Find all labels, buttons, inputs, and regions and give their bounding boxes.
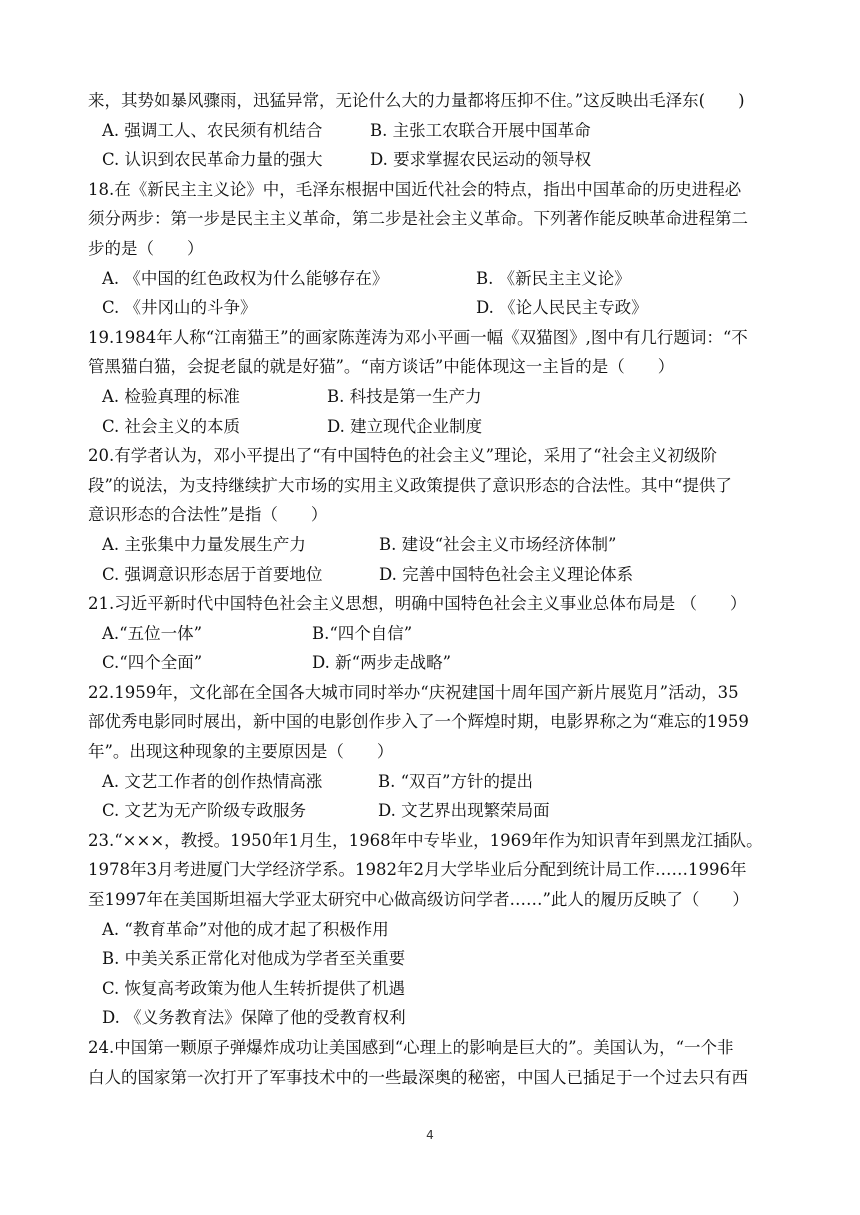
q17-options-row2 xyxy=(88,145,781,175)
q23-option-c[interactable]: C. 恢复高考政策为他人生转折提供了机遇 xyxy=(102,978,406,998)
q19-stem-line1: 19.1984年人称“江南猫王”的画家陈莲涛为邓小平画一幅《双猫图》,图中有几行题词：“不 xyxy=(88,327,748,347)
q21-options-row2 xyxy=(88,648,781,678)
q22-option-a[interactable]: A. 文艺工作者的创作热情高涨 xyxy=(102,771,323,791)
q17-option-c[interactable]: C. 认识到农民革命力量的强大 xyxy=(102,150,323,170)
q22-option-d[interactable]: D. 文艺界出现繁荣局面 xyxy=(378,801,550,821)
q20-option-b[interactable]: B. 建设“社会主义市场经济体制” xyxy=(379,534,617,554)
q19-stem-line2: 管黑猫白猫，会捉老鼠的就是好猫”。“南方谈话”中能体现这一主旨的是（ ） xyxy=(88,357,675,377)
q18-option-c[interactable]: C. 《井冈山的斗争》 xyxy=(102,298,257,318)
q23-stem-line3: 至1997年在美国斯坦福大学亚太研究中心做高级访问学者……”此人的履历反映了（ ） xyxy=(88,890,749,910)
q20-options-row2 xyxy=(88,560,781,590)
q22-stem-line1: 22.1959年，文化部在全国各大城市同时举办“庆祝建国十周年国产新片展览月”活动，35 xyxy=(88,682,739,702)
q17-stem-tail: 来，其势如暴风骤雨，迅猛异常，无论什么大的力量都将压抑不住。”这反映出毛泽东( ) xyxy=(88,91,745,110)
q20-option-a[interactable]: A. 主张集中力量发展生产力 xyxy=(102,534,306,554)
q19-options-row1 xyxy=(88,382,781,412)
q19-option-d[interactable]: D. 建立现代企业制度 xyxy=(327,416,483,436)
q18-option-d[interactable]: D. 《论人民民主专政》 xyxy=(476,298,648,318)
q17-options-row1 xyxy=(88,116,781,146)
q18-stem-line2: 须分两步：第一步是民主主义革命，第二步是社会主义革命。下列著作能反映革命进程第二 xyxy=(88,209,748,229)
q19-option-c[interactable]: C. 社会主义的本质 xyxy=(102,416,241,436)
q22-options-row2 xyxy=(88,796,781,826)
q19-option-b[interactable]: B. 科技是第一生产力 xyxy=(327,386,482,406)
q21-option-c[interactable]: C.“四个全面” xyxy=(102,653,203,673)
q23-stem-line1: 23.“×××，教授。1950年1月生，1968年中专毕业，1969年作为知识青年到黑龙江插队。 xyxy=(88,830,763,850)
q22-stem-line3: 年”。出现这种现象的主要原因是（ ） xyxy=(88,742,394,762)
q18-stem-line1: 18.在《新民主主义论》中，毛泽东根据中国近代社会的特点，指出中国革命的历史进程必 xyxy=(88,179,742,199)
q18-option-a[interactable]: A. 《中国的红色政权为什么能够存在》 xyxy=(102,268,389,288)
q20-stem-line3: 意识形态的合法性”是指（ ） xyxy=(88,505,328,525)
q20-option-d[interactable]: D. 完善中国特色社会主义理论体系 xyxy=(379,564,634,584)
q21-option-a[interactable]: A.“五位一体” xyxy=(102,623,203,643)
q18-options-row1 xyxy=(88,264,781,294)
q20-stem-line2: 段”的说法，为支持继续扩大市场的实用主义政策提供了意识形态的合法性。其中“提供了 xyxy=(88,475,732,495)
q19-options-row2 xyxy=(88,412,781,442)
q20-option-c[interactable]: C. 强调意识形态居于首要地位 xyxy=(102,564,323,584)
q18-option-b[interactable]: B. 《新民主主义论》 xyxy=(476,268,631,288)
q23-stem-line2: 1978年3月考进厦门大学经济学系。1982年2月大学毕业后分配到统计局工作……1996年 xyxy=(88,860,747,880)
page-number: 4 xyxy=(426,1128,434,1142)
q24-stem-line1: 24.中国第一颗原子弹爆炸成功让美国感到“心理上的影响是巨大的”。美国认为，“一个非 xyxy=(88,1038,734,1057)
q17-option-a[interactable]: A. 强调工人、农民须有机结合 xyxy=(102,120,323,140)
q24-stem-line2: 白人的国家第一次打开了军事技术中的一些最深奥的秘密，中国人已插足于一个过去只有西 xyxy=(88,1067,748,1087)
q17-option-d[interactable]: D. 要求掌握农民运动的领导权 xyxy=(370,150,592,170)
q23-option-d[interactable]: D. 《义务教育法》保障了他的受教育权利 xyxy=(102,1008,406,1028)
q22-options-row1 xyxy=(88,767,781,797)
q21-stem-line1: 21.习近平新时代中国特色社会主义思想，明确中国特色社会主义事业总体布局是 （ ） xyxy=(88,594,747,614)
q21-options-row1 xyxy=(88,619,781,649)
q22-option-b[interactable]: B. “双百”方针的提出 xyxy=(378,771,533,791)
q18-options-row2 xyxy=(88,293,781,323)
q17-option-b[interactable]: B. 主张工农联合开展中国革命 xyxy=(370,120,591,140)
q18-stem-line3: 步的是（ ） xyxy=(88,238,204,258)
question-list xyxy=(88,86,781,1092)
q23-option-b[interactable]: B. 中美关系正常化对他成为学者至关重要 xyxy=(102,949,406,969)
q21-option-b[interactable]: B.“四个自信” xyxy=(312,623,413,643)
q23-option-a[interactable]: A. “教育革命”对他的成才起了积极作用 xyxy=(102,919,389,939)
q20-options-row1 xyxy=(88,530,781,560)
q22-option-c[interactable]: C. 文艺为无产阶级专政服务 xyxy=(102,801,307,821)
q19-option-a[interactable]: A. 检验真理的标准 xyxy=(102,386,240,406)
q22-stem-line2: 部优秀电影同时展出，新中国的电影创作步入了一个辉煌时期，电影界称之为“难忘的1959 xyxy=(88,712,749,732)
q21-option-d[interactable]: D. 新“两步走战略” xyxy=(312,653,452,673)
q20-stem-line1: 20.有学者认为，邓小平提出了“有中国特色的社会主义”理论，采用了“社会主义初级阶 xyxy=(88,446,718,466)
